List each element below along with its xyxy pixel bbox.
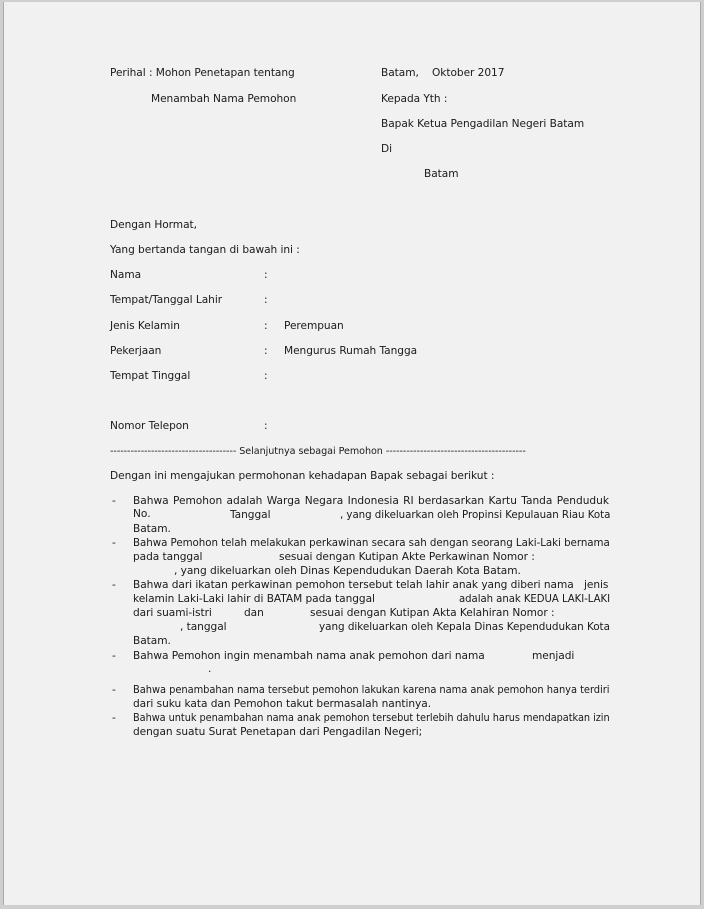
point-2-line-1: Bahwa Pemohon telah melakukan perkawinan secara sah dengan seorang Laki-Laki bernama [133,537,610,549]
subject-line-1: Perihal : Mohon Penetapan tentang [110,67,295,79]
point-3-line-2a: kelamin Laki-Laki lahir di BATAM pada tanggal [133,593,375,605]
point-4-line-1b: menjadi [532,650,575,662]
bullet-dash: - [112,495,116,507]
point-1-line-1: Bahwa Pemohon adalah Warga Negara Indonesia RI berdasarkan Kartu Tanda Penduduk No. [133,495,609,520]
field-label-jenis-kelamin: Jenis Kelamin [110,320,180,332]
point-1-line-3: Batam. [133,523,171,535]
subject-line-2: Menambah Nama Pemohon [151,93,297,105]
section-divider: ------------------------------------- Selanjutnya sebagai Pemohon ----------------------------------------- [110,446,526,457]
field-label-nomor-telepon: Nomor Telepon [110,420,189,432]
point-3-line-1b: jenis [584,579,609,591]
point-6-line-2: dengan suatu Surat Penetapan dari Pengadilan Negeri; [133,726,423,738]
recipient-city: Batam [424,168,459,180]
point-2-line-2b: sesuai dengan Kutipan Akte Perkawinan Nomor : [279,551,535,563]
point-2-line-2a: pada tanggal [133,551,203,563]
field-label-pekerjaan: Pekerjaan [110,345,162,357]
field-label-tempat-tinggal: Tempat Tinggal [110,370,191,382]
letter-page [3,2,701,905]
bullet-dash: - [112,579,116,591]
bullet-dash: - [112,712,116,724]
point-3-line-4a: , tanggal [180,621,227,633]
point-5-line-2: dari suku kata dan Pemohon takut bermasalah nantinya. [133,698,432,710]
addressee-label: Kepada Yth : [381,93,448,105]
request-intro: Dengan ini mengajukan permohonan kehadapan Bapak sebagai berikut : [110,470,495,482]
point-4-line-2: . [208,663,212,675]
point-3-line-3a: dari suami-istri [133,607,212,619]
date-label: Oktober 2017 [432,67,505,79]
field-label-tempat-tanggal-lahir: Tempat/Tanggal Lahir [110,294,223,306]
point-3-line-3b: dan [244,607,264,619]
bullet-dash: - [112,537,116,549]
point-1-line-2b: , yang dikeluarkan oleh Propinsi Kepulauan Riau Kota [340,509,611,521]
point-1-line-2a: Tanggal [230,509,271,521]
field-colon: : [264,269,268,281]
field-value-pekerjaan: Mengurus Rumah Tangga [284,345,418,357]
point-5-line-1: Bahwa penambahan nama tersebut pemohon lakukan karena nama anak pemohon hanya terdiri [133,684,610,696]
field-colon: : [264,370,268,382]
bullet-dash: - [112,684,116,696]
bullet-dash: - [112,650,116,662]
recipient-title: Bapak Ketua Pengadilan Negeri Batam [381,118,585,130]
point-3-line-1a: Bahwa dari ikatan perkawinan pemohon tersebut telah lahir anak yang diberi nama [133,579,574,591]
field-colon: : [264,345,268,357]
field-colon: : [264,420,268,432]
point-4-line-1a: Bahwa Pemohon ingin menambah nama anak pemohon dari nama [133,650,485,662]
point-2-line-3: , yang dikeluarkan oleh Dinas Kependudukan Daerah Kota Batam. [174,565,521,577]
point-3-line-4b: yang dikeluarkan oleh Kepala Dinas Kependudukan Kota [319,621,610,633]
field-colon: : [264,320,268,332]
place-label: Batam, [381,67,419,79]
greeting: Dengan Hormat, [110,219,197,231]
point-3-line-3c: sesuai dengan Kutipan Akta Kelahiran Nomor : [310,607,555,619]
intro-text: Yang bertanda tangan di bawah ini : [110,244,300,256]
field-value-jenis-kelamin: Perempuan [284,320,344,332]
point-6-line-1: Bahwa untuk penambahan nama anak pemohon tersebut terlebih dahulu harus mendapatkan izin [133,712,610,724]
field-colon: : [264,294,268,306]
recipient-di: Di [381,143,393,155]
point-3-line-2b: adalah anak KEDUA LAKI-LAKI [459,593,611,605]
field-label-nama: Nama [110,269,142,281]
point-3-line-5: Batam. [133,635,171,647]
